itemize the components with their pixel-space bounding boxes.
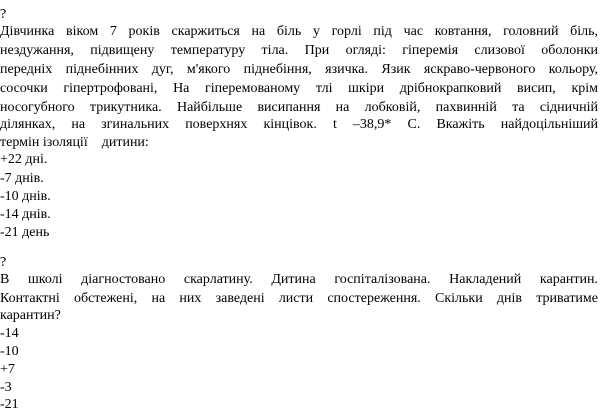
question-1-line-7: термін ізоляції дитини: bbox=[0, 135, 149, 150]
question-2-answer-5: -21 bbox=[0, 397, 19, 412]
question-2-answer-4: -3 bbox=[0, 380, 12, 395]
question-1-line-3: передніх піднебінних дуг, м'якого піднебіння, язичка. Язик яскраво-червоного кольору, bbox=[0, 62, 598, 77]
question-1-marker: ? bbox=[0, 7, 7, 22]
question-2-marker: ? bbox=[0, 255, 7, 270]
question-2-answer-2: -10 bbox=[0, 344, 19, 359]
question-2-line-1: В школі діагностовано скарлатину. Дитина госпіталізована. Накладений карантин. bbox=[0, 272, 598, 287]
question-1-line-4: сосочки гіпертрофовані, На гіперемованому тлі шкіри дрібнокрапковий висип, крім bbox=[0, 81, 598, 96]
question-1-answer-3: -10 днів. bbox=[0, 189, 51, 204]
question-1-line-5: носогубного трикутника. Найбільше висипання на лобковій, пахвинній та сідничній bbox=[0, 100, 598, 115]
question-2-answer-3: +7 bbox=[0, 362, 15, 377]
question-1-line-1: Дівчинка віком 7 років скаржиться на біль у горлі під час ковтання, головний біль, bbox=[0, 24, 598, 39]
question-1-line-6: ділянках, на згинальних поверхнях кінцівок. t –38,9* С. Вкажіть найдоцільніший bbox=[0, 117, 598, 132]
question-1-answer-5: -21 день bbox=[0, 225, 50, 240]
question-1-answer-4: -14 днів. bbox=[0, 207, 51, 222]
question-1-answer-1: +22 дні. bbox=[0, 152, 48, 167]
question-2-line-2: Контактні обстежені, на них заведені листи спостереження. Скільки днів триватиме bbox=[0, 291, 598, 306]
question-1-line-2: нездужання, підвищену температуру тіла. При огляді: гіперемія слизової оболонки bbox=[0, 43, 598, 58]
question-2-answer-1: -14 bbox=[0, 326, 19, 341]
question-1-answer-2: -7 днів. bbox=[0, 171, 44, 186]
question-2-line-3: карантин? bbox=[0, 308, 61, 323]
